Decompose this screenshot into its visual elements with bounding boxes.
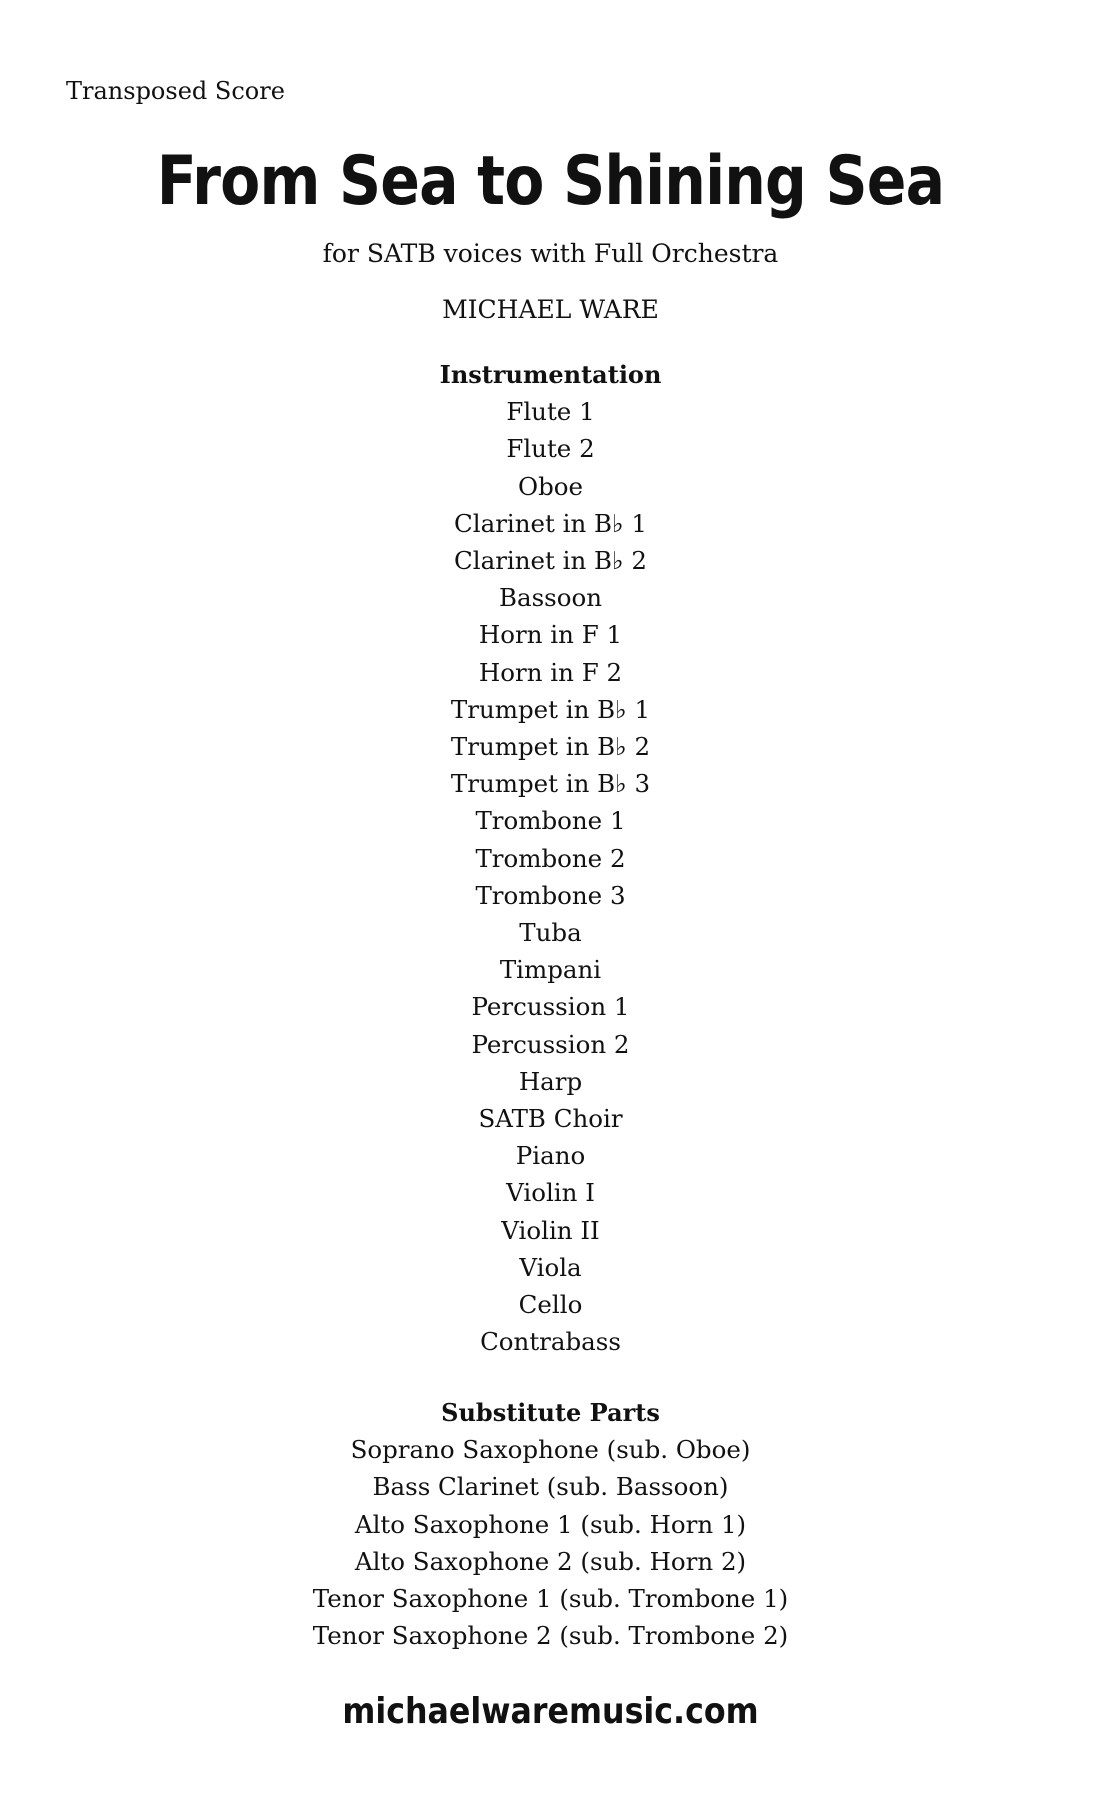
substitute-part-item: Alto Saxophone 1 (sub. Horn 1) bbox=[354, 1509, 747, 1539]
instrument-item: Contrabass bbox=[480, 1327, 621, 1357]
instrument-item: Horn in F 1 bbox=[478, 620, 623, 650]
instrument-item: Viola bbox=[519, 1252, 582, 1282]
instrument-item: Trumpet in B♭ 3 bbox=[450, 769, 651, 799]
instrument-item: Trombone 2 bbox=[475, 843, 626, 873]
score-subtitle: for SATB voices with Full Orchestra bbox=[322, 239, 779, 268]
instrument-item: Violin I bbox=[506, 1178, 595, 1208]
instrument-item: Violin II bbox=[501, 1215, 600, 1245]
substitute-part-item: Bass Clarinet (sub. Bassoon) bbox=[372, 1472, 729, 1502]
instrument-item: Trombone 3 bbox=[475, 880, 626, 910]
score-title: From Sea to Shining Sea bbox=[156, 142, 945, 221]
instrument-item: Percussion 1 bbox=[471, 992, 630, 1022]
website-url: michaelwaremusic.com bbox=[342, 1691, 759, 1732]
instrument-item: Oboe bbox=[517, 471, 584, 501]
instrument-item: Harp bbox=[518, 1066, 583, 1096]
score-type-label: Transposed Score bbox=[66, 77, 285, 105]
instrument-item: Flute 2 bbox=[506, 434, 595, 464]
substitute-part-item: Tenor Saxophone 2 (sub. Trombone 2) bbox=[312, 1621, 789, 1651]
substitute-parts-list bbox=[0, 1394, 1101, 1654]
composer-name: MICHAEL WARE bbox=[442, 295, 659, 324]
instrument-item: Horn in F 2 bbox=[478, 657, 623, 687]
substitute-part-item: Soprano Saxophone (sub. Oboe) bbox=[350, 1435, 751, 1465]
instrument-item: Trombone 1 bbox=[475, 806, 626, 836]
instrument-item: Tuba bbox=[519, 918, 582, 948]
instrumentation-heading: Instrumentation bbox=[439, 360, 662, 389]
instrument-item: Bassoon bbox=[498, 583, 603, 613]
instrument-item: Clarinet in B♭ 2 bbox=[454, 546, 647, 576]
instrument-item: Trumpet in B♭ 2 bbox=[450, 732, 651, 762]
instrument-item: Trumpet in B♭ 1 bbox=[450, 694, 651, 724]
substitute-part-item: Alto Saxophone 2 (sub. Horn 2) bbox=[354, 1546, 747, 1576]
substitute-parts-heading: Substitute Parts bbox=[441, 1398, 660, 1427]
instrumentation-list bbox=[0, 356, 1101, 1360]
instrument-item: SATB Choir bbox=[478, 1104, 623, 1134]
instrument-item: Timpani bbox=[499, 955, 602, 985]
instrument-item: Cello bbox=[518, 1290, 583, 1320]
instrument-item: Clarinet in B♭ 1 bbox=[454, 508, 647, 538]
instrument-item: Flute 1 bbox=[506, 397, 595, 427]
instrument-item: Percussion 2 bbox=[471, 1029, 630, 1059]
substitute-part-item: Tenor Saxophone 1 (sub. Trombone 1) bbox=[312, 1584, 789, 1614]
instrument-item: Piano bbox=[515, 1141, 586, 1171]
